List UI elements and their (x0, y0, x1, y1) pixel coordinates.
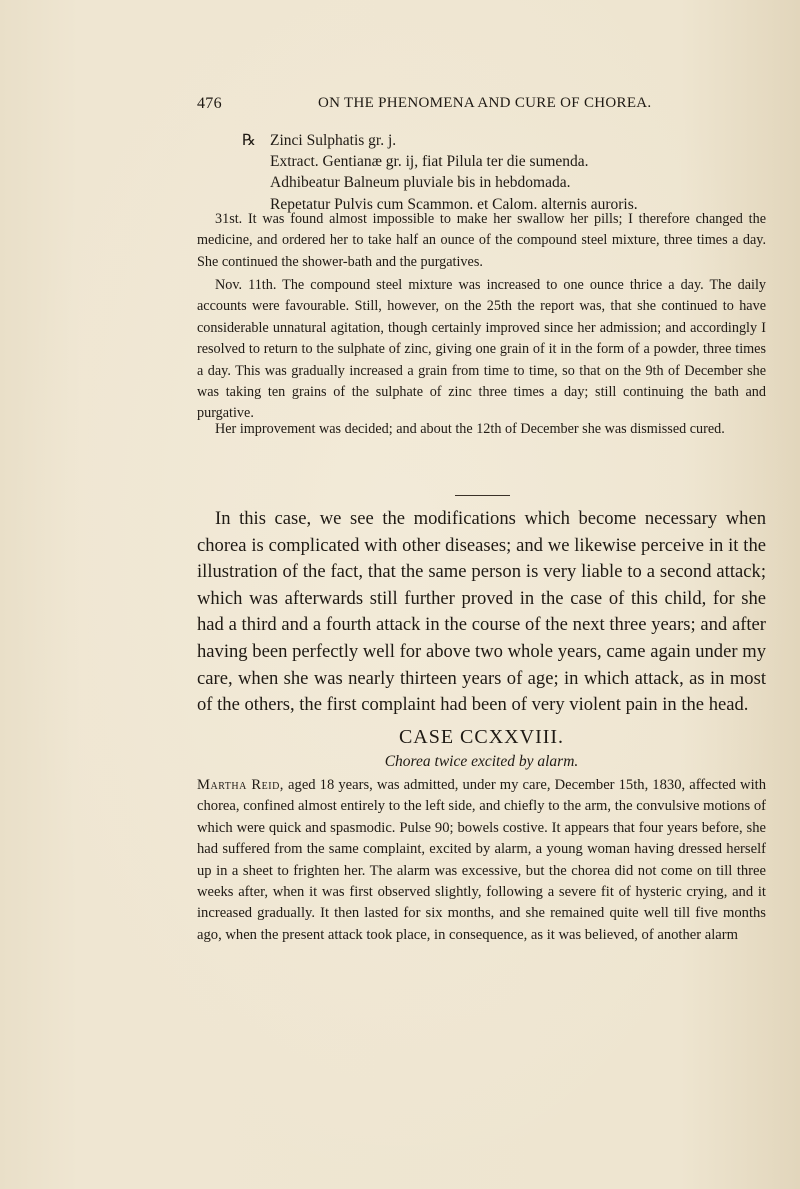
running-header (197, 95, 763, 117)
section-divider (455, 495, 510, 496)
case-text: aged 18 years, was admitted, under my care, December 15th, 1830, affected with chorea, confined almost entirely to the left side, and chiefly to the arm, the convulsive motions of which were quick and spasmodic. Pulse 90; bowels costive. It appears that four years before, she had suffered from the same complaint, excited by alarm, a young woman having dressed herself up in a sheet to frighten her. The alarm was excessive, but the chorea did not come on till three weeks after, when it was first observed slightly, following a severe fit of hysteric crying, and it increased gradually. It then lasted for six months, and she remained quite well till five months ago, when the present attack took place, in consequence, as it was believed, of another alarm (197, 777, 766, 943)
case-paragraph (197, 775, 766, 946)
paragraph-improvement: Her improvement was decided; and about the 12th of December she was dismissed cured. (215, 421, 725, 437)
page-number: 476 (197, 95, 222, 112)
prescription-line: ℞ Zinci Sulphatis gr. j. (242, 130, 638, 151)
recipe-symbol: ℞ (242, 132, 256, 149)
prescription-line: Extract. Gentianæ gr. ij, fiat Pilula ter die sumenda. (270, 153, 589, 171)
patient-name: Martha Reid, (197, 777, 284, 793)
case-title: CASE CCXXVIII. (398, 726, 565, 748)
paragraph-nov-11th: Nov. 11th. The compound steel mixture was increased to one ounce thrice a day. The daily accounts were favourable. Still, however, on the 25th the report was, that she continued to have considerable unnatural agitation, though certainly improved since her admission; and accordingly I resolved to return to the sulphate of zinc, giving one grain of it in the form of a powder, three times a day. This was gradually increased a grain from time to time, so that on the 9th of December she was taking ten grains of the sulphate of zinc three times a day; still continuing the bath and purgative. (197, 277, 766, 422)
prescription-line: Adhibeatur Balneum pluviale bis in hebdomada. (270, 174, 571, 192)
paragraph-31st: 31st. It was found almost impossible to make her swallow her pills; I therefore changed the medicine, and ordered her to take half an ounce of the compound steel mixture, three times a day. She continued the shower-bath and the purgatives. (197, 211, 766, 270)
prescription-line: Repetatur Pulvis cum Scammon. et Calom. alternis auroris. (270, 195, 638, 213)
commentary-paragraph: In this case, we see the modifications which become necessary when chorea is complicated with other diseases; and we likewise perceive in it the illustration of the fact, that the same person is very liable to a second attack; which was afterwards still further proved in the case of this child, for she had a third and a fourth attack in the course of the next three years; and after having been perfectly well for above two whole years, came again under my care, when she was nearly thirteen years of age; in which attack, as in most of the others, the first complaint had been of very violent pain in the head. (197, 508, 766, 716)
prescription (242, 130, 638, 215)
running-title: ON THE PHENOMENA AND CURE OF CHOREA. (318, 95, 652, 111)
case-subtitle: Chorea twice excited by alarm. (384, 753, 579, 770)
